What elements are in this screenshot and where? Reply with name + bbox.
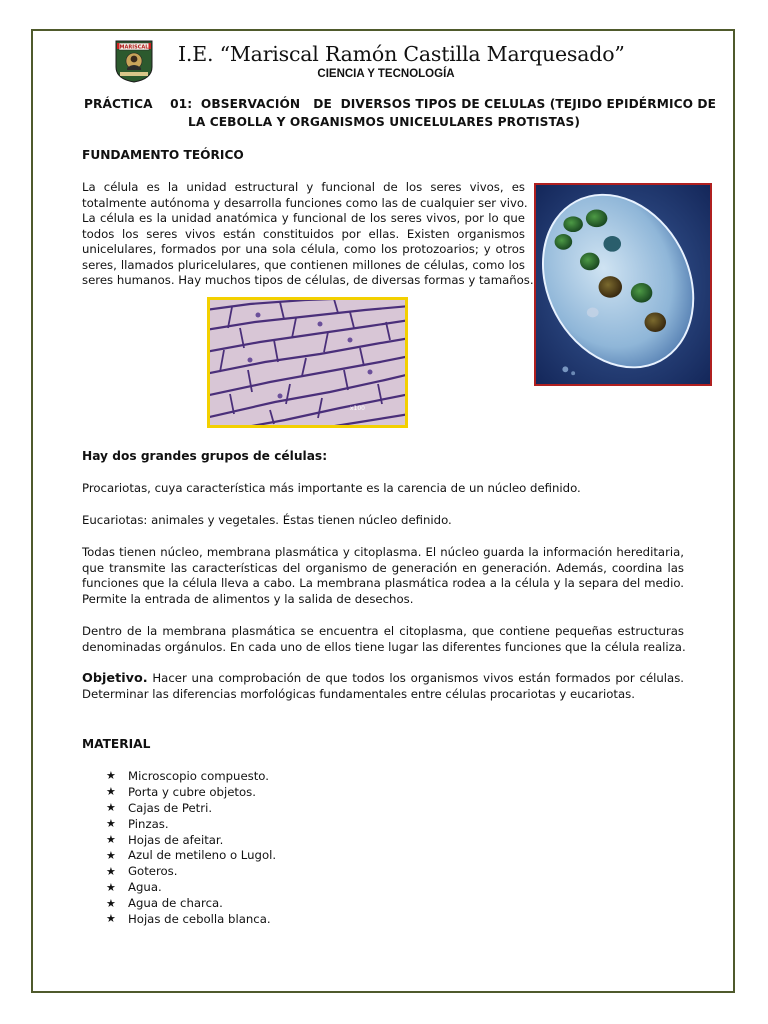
objetivo-line-1 (82, 671, 684, 687)
eucariotas-paragraph (82, 513, 702, 529)
dentro-paragraph (82, 624, 684, 655)
material-item (106, 832, 276, 848)
material-item (106, 879, 276, 895)
practice-title (84, 95, 717, 131)
star-bullet-icon: ★ (106, 817, 116, 831)
school-name: I.E. “Mariscal Ramón Castilla Marquesado” (178, 42, 625, 66)
material-item (106, 800, 276, 816)
todas-line: Todas tienen núcleo, membrana plasmática y citoplasma. El núcleo guarda la información hereditaria, (82, 545, 684, 559)
material-item-label: Agua. (128, 880, 162, 895)
star-bullet-icon: ★ (106, 769, 116, 783)
procariotas-paragraph (82, 481, 702, 497)
dentro-line: Dentro de la membrana plasmática se encuentra el citoplasma, que contiene pequeñas estructuras (82, 624, 684, 638)
todas-line: que transmite las características del organismo de generación en generación. Además, coordina las (82, 560, 684, 575)
dentro-line: denominadas orgánulos. En cada uno de ellos tiene lugar las diferentes funciones que la célula realiza. (82, 639, 686, 654)
star-bullet-icon: ★ (106, 896, 116, 910)
crest-text: MARISCAL (119, 44, 149, 51)
fundamento-line: seres, llamados pluricelulares, que contienen millones de células, como los (82, 257, 525, 272)
todas-line: funciones que la célula lleva a cabo. La membrana plasmática rodea a la célula y la separa del medio. (82, 576, 684, 590)
objetivo-paragraph (82, 671, 684, 702)
star-bullet-icon: ★ (106, 880, 116, 894)
star-bullet-icon: ★ (106, 785, 116, 799)
star-bullet-icon: ★ (106, 848, 116, 862)
material-item (106, 911, 276, 927)
star-bullet-icon: ★ (106, 912, 116, 926)
fundamento-paragraph (82, 180, 534, 289)
todas-line: Permite la entrada de alimentos y la salida de desechos. (82, 591, 414, 606)
star-bullet-icon: ★ (106, 864, 116, 878)
material-item-label: Cajas de Petri. (128, 800, 213, 815)
material-item (106, 816, 276, 832)
fundamento-line: todos los seres vivos están constituidos por ellas. Existen organismos (82, 226, 525, 241)
fundamento-line: La célula es la unidad anatómica y funcional de los seres vivos, por lo que (82, 211, 525, 225)
material-item-label: Hojas de afeitar. (128, 832, 224, 847)
subject-title: CIENCIA Y TECNOLOGÍA (317, 68, 455, 80)
objetivo-label: Objetivo. (82, 671, 148, 686)
onion-epidermis-micrograph-image (207, 297, 408, 428)
fundamento-heading: FUNDAMENTO TEÓRICO (82, 148, 244, 162)
todas-paragraph (82, 545, 684, 607)
groups-heading: Hay dos grandes grupos de células: (82, 449, 328, 463)
eucariotas-text: Eucariotas: animales y vegetales. Éstas tienen núcleo definido. (82, 513, 452, 527)
material-item-label: Microscopio compuesto. (128, 768, 269, 783)
onion-image-watermark: x100 (350, 405, 366, 412)
fundamento-line: seres humanos. Hay muchos tipos de células, de diversas formas y tamaños. (82, 273, 534, 287)
material-item-label: Porta y cubre objetos. (128, 784, 256, 799)
procariotas-text: Procariotas, cuya característica más importante es la carencia de un núcleo definido. (82, 481, 581, 495)
protozoa-micrograph-image (534, 183, 712, 386)
fundamento-line: totalmente autónoma y desarrolla funciones como las de cualquier ser vivo. (82, 195, 528, 210)
material-item (106, 768, 276, 784)
objetivo-line-1-text: Hacer una comprobación de que todos los organismos vivos están formados por células. (147, 671, 684, 685)
material-item (106, 895, 276, 911)
material-item-label: Goteros. (128, 864, 178, 879)
material-heading: MATERIAL (82, 737, 151, 751)
material-item (106, 784, 276, 800)
fundamento-line: La célula es la unidad estructural y funcional de los seres vivos, es (82, 180, 525, 194)
practice-title-line-1: PRÁCTICA 01: OBSERVACIÓN DE DIVERSOS TIPOS DE CELULAS (TEJIDO EPIDÉRMICO DE (84, 97, 717, 111)
objetivo-line-2: Determinar las diferencias morfológicas fundamentales entre células procariotas y eucariotas. (82, 686, 635, 701)
fundamento-line: unicelulares, formados por una sola célula, como los protozoarios; y otros (82, 242, 525, 256)
material-item-label: Azul de metileno o Lugol. (128, 848, 277, 863)
star-bullet-icon: ★ (106, 801, 116, 815)
practice-title-line-2: LA CEBOLLA Y ORGANISMOS UNICELULARES PROTISTAS) (187, 115, 581, 129)
material-item-label: Agua de charca. (128, 896, 223, 911)
material-item-label: Pinzas. (128, 816, 169, 831)
star-bullet-icon: ★ (106, 833, 116, 846)
material-item (106, 863, 276, 879)
material-item (106, 847, 276, 863)
material-item-label: Hojas de cebolla blanca. (128, 911, 271, 926)
material-list (106, 768, 276, 927)
